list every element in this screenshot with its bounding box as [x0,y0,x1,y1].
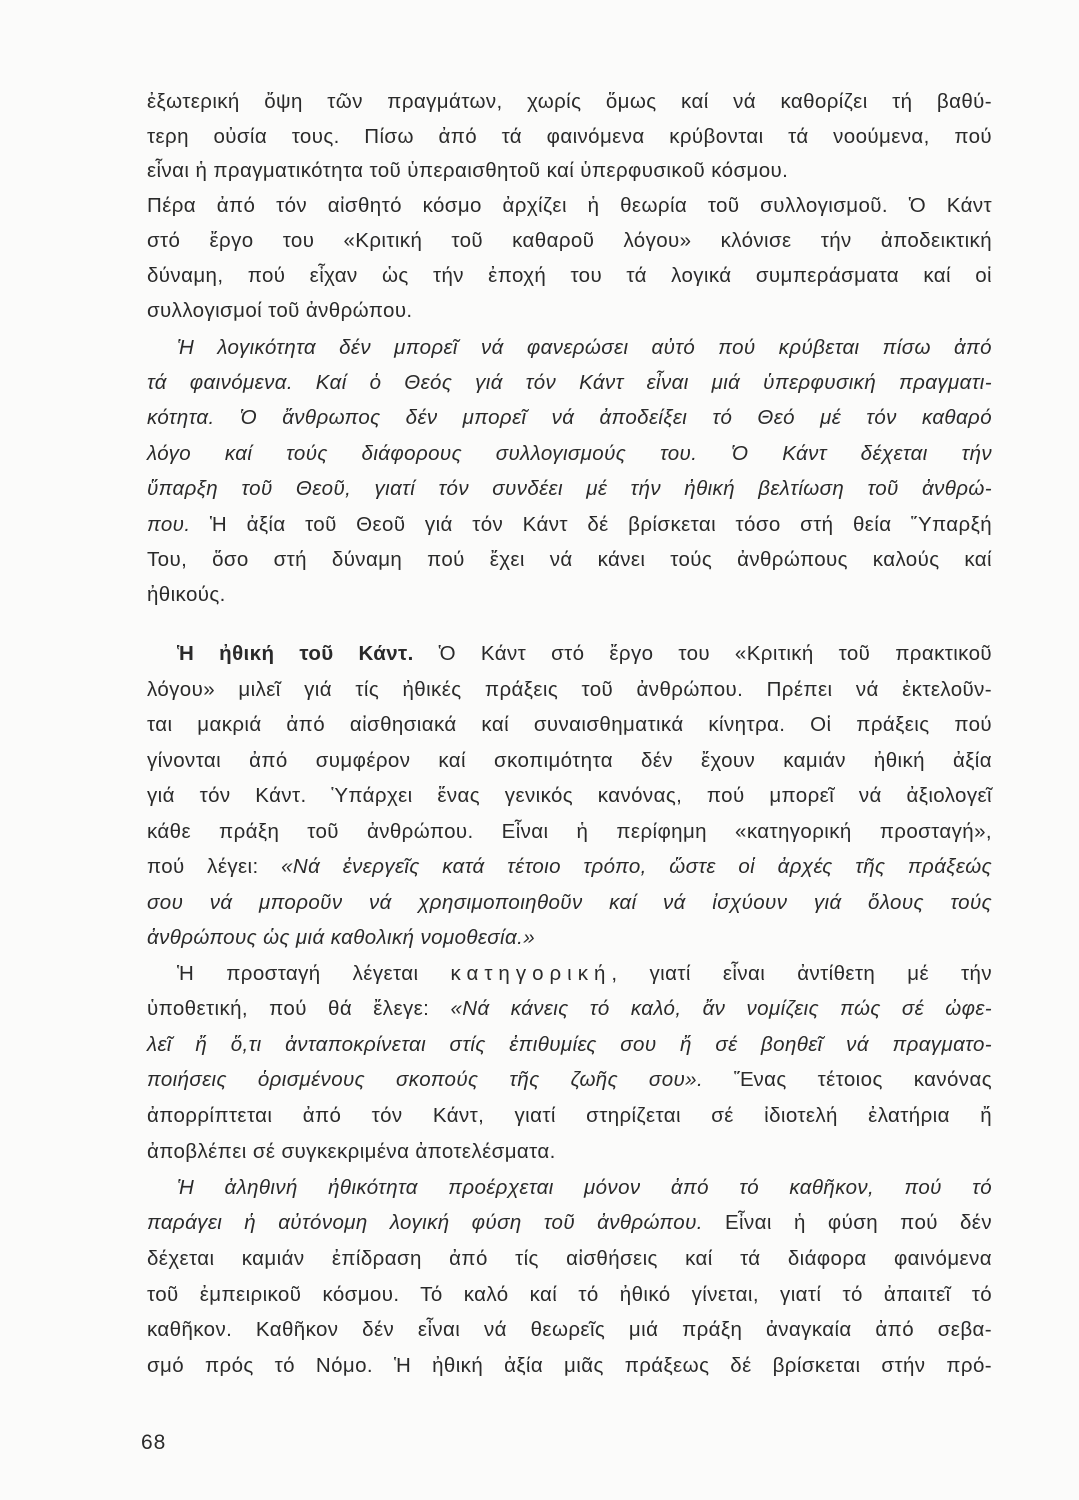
text-segment: που. [147,513,191,536]
text-segment: Ἡ ἀξία τοῦ Θεοῦ γιά τόν Κάντ δέ βρίσκεται τόσο στή θεία Ὕπαρξή [190,513,992,536]
text-line [147,1066,992,1094]
text-segment: καθῆκον. Καθῆκον δέν εἶναι νά θεωρεῖς μιά πράξη ἀναγκαία ἀπό σεβα- [147,1318,992,1341]
text-segment: ὑποθετική, πού θά ἔλεγε: [147,997,451,1020]
text-line [147,440,992,468]
text-line [147,782,992,810]
text-segment: εἶναι ἡ πραγματικότητα τοῦ ὑπεραισθητοῦ καί ὑπερφυσικοῦ κόσμου. [147,159,789,182]
text-line [147,1138,992,1166]
text-segment: Του, ὅσο στή δύναμη πού ἔχει νά κάνει τούς ἀνθρώπους καλούς καί [147,548,992,571]
text-segment: κατηγορική [450,962,612,985]
text-line [147,924,992,952]
text-segment: συλλογισμοί τοῦ ἀνθρώπου. [147,299,413,322]
text-line [147,1316,992,1344]
text-segment: Ἡ ἀληθινή ἠθικότητα προέρχεται μόνον ἀπό τό καθῆκον, πού τό [177,1176,992,1199]
text-line [147,995,992,1023]
text-line [147,676,992,704]
text-line [147,511,992,539]
text-line [147,88,992,116]
text-segment: σμό πρός τό Νόμο. Ἡ ἠθική ἀξία μιᾶς πράξεως δέ βρίσκεται στήν πρό- [147,1354,992,1377]
text-line [147,1209,992,1237]
text-segment: ποιήσεις ὁρισμένους σκοπούς τῆς ζωῆς σου». [147,1068,704,1091]
text-line [147,960,992,988]
text-segment: λόγο καί τούς διάφορους συλλογισμούς του. Ὁ Κάντ δέχεται τήν [147,442,992,465]
text-segment: λόγου» μιλεῖ γιά τίς ἠθικές πράξεις τοῦ ἀνθρώπου. Πρέπει νά ἐκτελοῦν- [147,678,992,701]
text-segment: κάθε πράξη τοῦ ἀνθρώπου. Εἶναι ἡ περίφημη «κατηγορική προσταγή», [147,820,992,843]
text-line [147,157,992,185]
text-segment: τερη οὐσία τους. Πίσω ἀπό τά φαινόμενα κρύβονται τά νοούμενα, πού [147,125,992,148]
text-segment: ται μακριά ἀπό αἰσθησιακά καί συναισθηματικά κίνητρα. Οἱ πράξεις πού [147,713,992,736]
text-segment: , γιατί εἶναι ἀντίθετη μέ τήν [611,962,992,985]
text-line [147,262,992,290]
text-segment: γίνονται ἀπό συμφέρον καί σκοπιμότητα δέν ἔχουν καμιάν ἠθική ἀξία [147,749,992,772]
text-segment: ἠθικούς. [147,583,226,606]
text-line [147,546,992,574]
text-segment: Ὁ Κάντ στό ἔργο του «Κριτική τοῦ πρακτικοῦ [413,642,992,665]
text-line [147,123,992,151]
text-segment: κότητα. Ὁ ἄνθρωπος δέν μπορεῖ νά ἀποδείξει τό Θεό μέ τόν καθαρό [147,406,992,429]
text-segment: ἀπορρίπτεται ἀπό τόν Κάντ, γιατί στηρίζεται σέ ἰδιοτελή ἐλατήρια ἤ [147,1104,992,1127]
text-segment: τοῦ ἐμπειρικοῦ κόσμου. Τό καλό καί τό ἠθικό γίνεται, γιατί τό ἀπαιτεῖ τό [147,1283,992,1306]
section-heading-line [147,640,992,668]
text-line [147,1031,992,1059]
text-line [147,297,992,325]
text-segment: γιά τόν Κάντ. Ὑπάρχει ἕνας γενικός κανόνας, πού μπορεῖ νά ἀξιολογεῖ [147,784,992,807]
text-segment: τά φαινόμενα. Καί ὁ Θεός γιά τόν Κάντ εἶναι μιά ὑπερφυσική πραγματι- [147,371,992,394]
text-line [147,1281,992,1309]
text-segment: παράγει ἡ αὐτόνομη λογική φύση τοῦ ἀνθρώπου. [147,1211,703,1234]
text-line [147,853,992,881]
text-segment: δέχεται καμιάν ἐπίδραση ἀπό τίς αἰσθήσεις καί τά διάφορα φαινόμενα [147,1247,992,1270]
text-line [147,1174,992,1202]
text-line [147,334,992,362]
text-line [147,747,992,775]
text-segment: ὕπαρξη τοῦ Θεοῦ, γιατί τόν συνδέει μέ τήν ἠθική βελτίωση τοῦ ἀνθρώ- [147,477,992,500]
text-segment: δύναμη, πού εἶχαν ὡς τήν ἐποχή του τά λογικά συμπεράσματα καί οἱ [147,264,992,287]
text-line [147,1245,992,1273]
text-line [147,581,992,609]
text-line [147,889,992,917]
text-line [147,475,992,503]
text-segment: σου νά μποροῦν νά χρησιμοποιηθοῦν καί νά ἰσχύουν γιά ὅλους τούς [147,891,992,914]
text-line [147,227,992,255]
text-segment: Ἕνας τέτοιος κανόνας [703,1068,992,1091]
text-segment: ἀποβλέπει σέ συγκεκριμένα ἀποτελέσματα. [147,1140,556,1163]
text-segment: ἀνθρώπους ὡς μιά καθολική νομοθεσία.» [147,926,536,949]
text-segment: στό ἔργο του «Κριτική τοῦ καθαροῦ λόγου» κλόνισε τήν ἀποδεικτική [147,229,992,252]
text-line [147,192,992,220]
text-segment: «Νά ἐνεργεῖς κατά τέτοιο τρόπο, ὥστε οἱ ἀρχές τῆς πράξεώς [281,855,992,878]
text-line [147,711,992,739]
text-line [147,1352,992,1380]
text-segment: ἐξωτερική ὄψη τῶν πραγμάτων, χωρίς ὅμως καί νά καθορίζει τή βαθύ- [147,90,992,113]
text-line [147,404,992,432]
text-line [147,1102,992,1130]
text-segment: πού λέγει: [147,855,282,878]
text-line [147,818,992,846]
text-segment: Ἡ λογικότητα δέν μπορεῖ νά φανερώσει αὐτό πού κρύβεται πίσω ἀπό [177,336,992,359]
section-heading: Ἡ ἠθική τοῦ Κάντ. [177,642,414,665]
text-segment: Εἶναι ἡ φύση πού δέν [702,1211,992,1234]
text-segment: λεῖ ἤ ὅ,τι ἀνταποκρίνεται στίς ἐπιθυμίες σου ἤ σέ βοηθεῖ νά πραγματο- [147,1033,992,1056]
text-segment: Ἡ προσταγή λέγεται [177,962,451,985]
page-number: 68 [141,1431,167,1454]
text-segment: «Νά κάνεις τό καλό, ἄν νομίζεις πώς σέ ὠφε- [450,997,992,1020]
text-segment: Πέρα ἀπό τόν αἰσθητό κόσμο ἀρχίζει ἡ θεωρία τοῦ συλλογισμοῦ. Ὁ Κάντ [147,194,992,217]
text-line [147,369,992,397]
